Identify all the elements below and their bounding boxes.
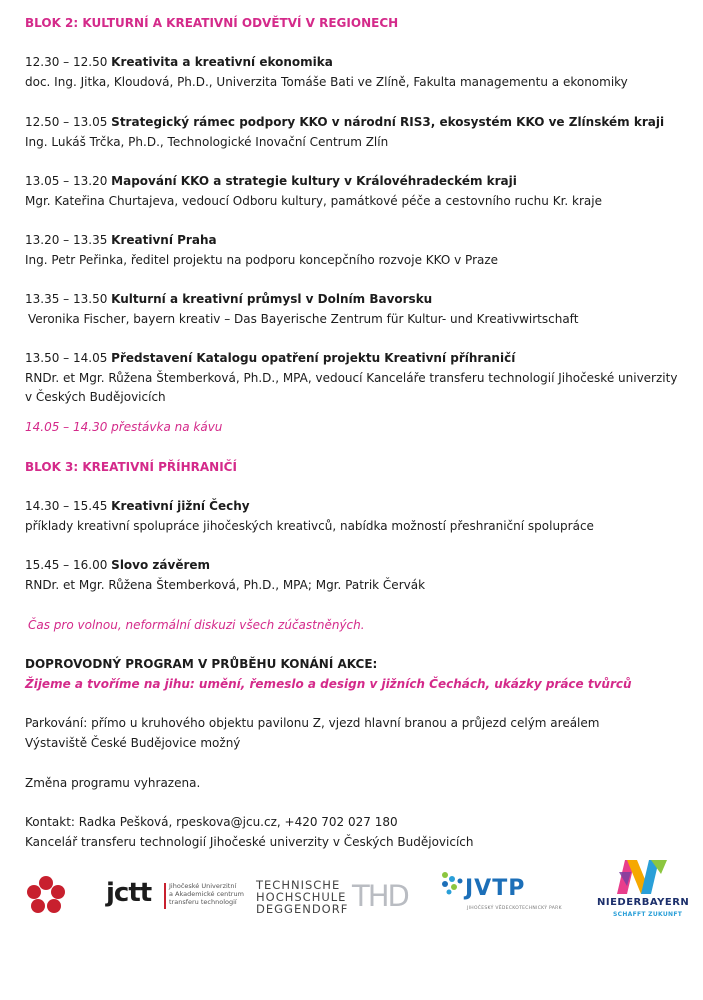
item-title: Kreativita a kreativní ekonomika: [111, 55, 333, 69]
jctt-caption-line: a Akademické centrum: [169, 890, 244, 898]
jctt-mark: jctt: [106, 878, 152, 908]
agenda-item-7: [25, 499, 250, 514]
thd-name-line: DEGGENDORF: [256, 902, 349, 916]
jvtp-logo: [440, 870, 580, 914]
coffee-break: 14.05 – 14.30 přestávka na kávu: [25, 420, 223, 434]
agenda-item-6: [25, 351, 515, 366]
jvtp-dots-icon: [440, 870, 468, 900]
item-time: 13.05 – 13.20: [25, 174, 108, 188]
niederbayern-n-icon: [617, 860, 667, 894]
agenda-item-4: [25, 233, 217, 248]
item-speaker: RNDr. et Mgr. Růžena Štemberková, Ph.D., MPA, vedoucí Kanceláře transferu technologií Jihočeské univerzity: [25, 371, 678, 385]
item-title: Slovo závěrem: [111, 558, 211, 572]
agenda-item-1: [25, 55, 333, 70]
thd-mark: THD: [352, 879, 408, 913]
niederbayern-tagline: SCHAFFT ZUKUNFT: [613, 911, 683, 918]
item-time: 14.30 – 15.45: [25, 499, 108, 513]
item-title: Kreativní Praha: [111, 233, 217, 247]
jctt-caption-line: Jihočeské Univerzitní: [169, 882, 237, 890]
item-time: 15.45 – 16.00: [25, 558, 108, 572]
thd-name: [256, 879, 348, 915]
item-time: 13.35 – 13.50: [25, 292, 108, 306]
agenda-item-2: [25, 115, 664, 130]
university-logo: [26, 875, 66, 915]
program-subtitle: Žijeme a tvoříme na jihu: umění, řemeslo a design v jižních Čechách, ukázky práce tvůrců: [25, 677, 632, 691]
jvtp-caption: JIHOČESKÝ VĚDECKOTECHNICKÝ PARK: [467, 906, 562, 911]
thd-name-line: TECHNISCHE: [256, 878, 341, 892]
item-time: 13.20 – 13.35: [25, 233, 108, 247]
item-speaker-cont: v Českých Budějovicích: [25, 390, 166, 404]
contact-line-2: Kancelář transferu technologií Jihočeské univerzity v Českých Budějovicích: [25, 835, 474, 849]
program-change-notice: Změna programu vyhrazena.: [25, 776, 201, 790]
jctt-caption-line: transferu technologií: [169, 898, 237, 906]
item-time: 13.50 – 14.05: [25, 351, 108, 365]
thd-logo: [256, 879, 431, 915]
agenda-item-3: [25, 174, 517, 189]
niederbayern-name: NIEDERBAYERN: [597, 897, 690, 908]
niederbayern-logo: [597, 860, 689, 922]
parking-line-2: Výstaviště České Budějovice možný: [25, 736, 241, 750]
item-speaker: Ing. Lukáš Trčka, Ph.D., Technologické Inovační Centrum Zlín: [25, 135, 389, 149]
item-title: Kreativní jižní Čechy: [111, 499, 250, 513]
block2-heading: BLOK 2: KULTURNÍ A KREATIVNÍ ODVĚTVÍ V REGIONECH: [25, 16, 399, 30]
block3-heading: BLOK 3: KREATIVNÍ PŘÍHRANIČÍ: [25, 460, 237, 474]
item-speaker: RNDr. et Mgr. Růžena Štemberková, Ph.D., MPA; Mgr. Patrik Červák: [25, 578, 426, 592]
item-speaker: Mgr. Kateřina Churtajeva, vedoucí Odboru kultury, památkové péče a cestovního ruchu Kr. kraje: [25, 194, 602, 208]
agenda-item-8: [25, 558, 210, 573]
item-speaker: Veronika Fischer, bayern kreativ – Das Bayerische Zentrum für Kultur- und Kreativwirtschaft: [28, 312, 579, 326]
parking-line-1: Parkování: přímo u kruhového objektu pavilonu Z, vjezd hlavní branou a průjezd celým areálem: [25, 716, 600, 730]
item-time: 12.50 – 13.05: [25, 115, 108, 129]
jctt-divider: [164, 883, 166, 909]
item-speaker: Ing. Petr Peřinka, ředitel projektu na podporu koncepčního rozvoje KKO v Praze: [25, 253, 499, 267]
item-title: Strategický rámec podpory KKO v národní RIS3, ekosystém KKO ve Zlínském kraji: [111, 115, 665, 129]
thd-name-line: HOCHSCHULE: [256, 890, 347, 904]
contact-line-1: Kontakt: Radka Pešková, rpeskova@jcu.cz, +420 702 027 180: [25, 815, 398, 829]
item-title: Kulturní a kreativní průmysl v Dolním Bavorsku: [111, 292, 433, 306]
program-heading: DOPROVODNÝ PROGRAM V PRŮBĚHU KONÁNÍ AKCE:: [25, 657, 378, 671]
item-time: 12.30 – 12.50: [25, 55, 108, 69]
item-title: Mapování KKO a strategie kultury v Královéhradeckém kraji: [111, 174, 517, 188]
item-speaker: příklady kreativní spolupráce jihočeských kreativců, nabídka možností přeshraniční spolupráce: [25, 519, 594, 533]
agenda-item-5: [25, 292, 432, 307]
jctt-caption: [169, 882, 244, 906]
item-title: Představení Katalogu opatření projektu Kreativní příhraničí: [111, 351, 516, 365]
free-time-note: Čas pro volnou, neformální diskuzi všech zúčastněných.: [28, 618, 365, 632]
jctt-logo: [106, 878, 244, 918]
item-speaker: doc. Ing. Jitka, Kloudová, Ph.D., Univerzita Tomáše Bati ve Zlíně, Fakulta managementu a ekonomiky: [25, 75, 628, 89]
jvtp-mark: JVTP: [465, 876, 526, 901]
